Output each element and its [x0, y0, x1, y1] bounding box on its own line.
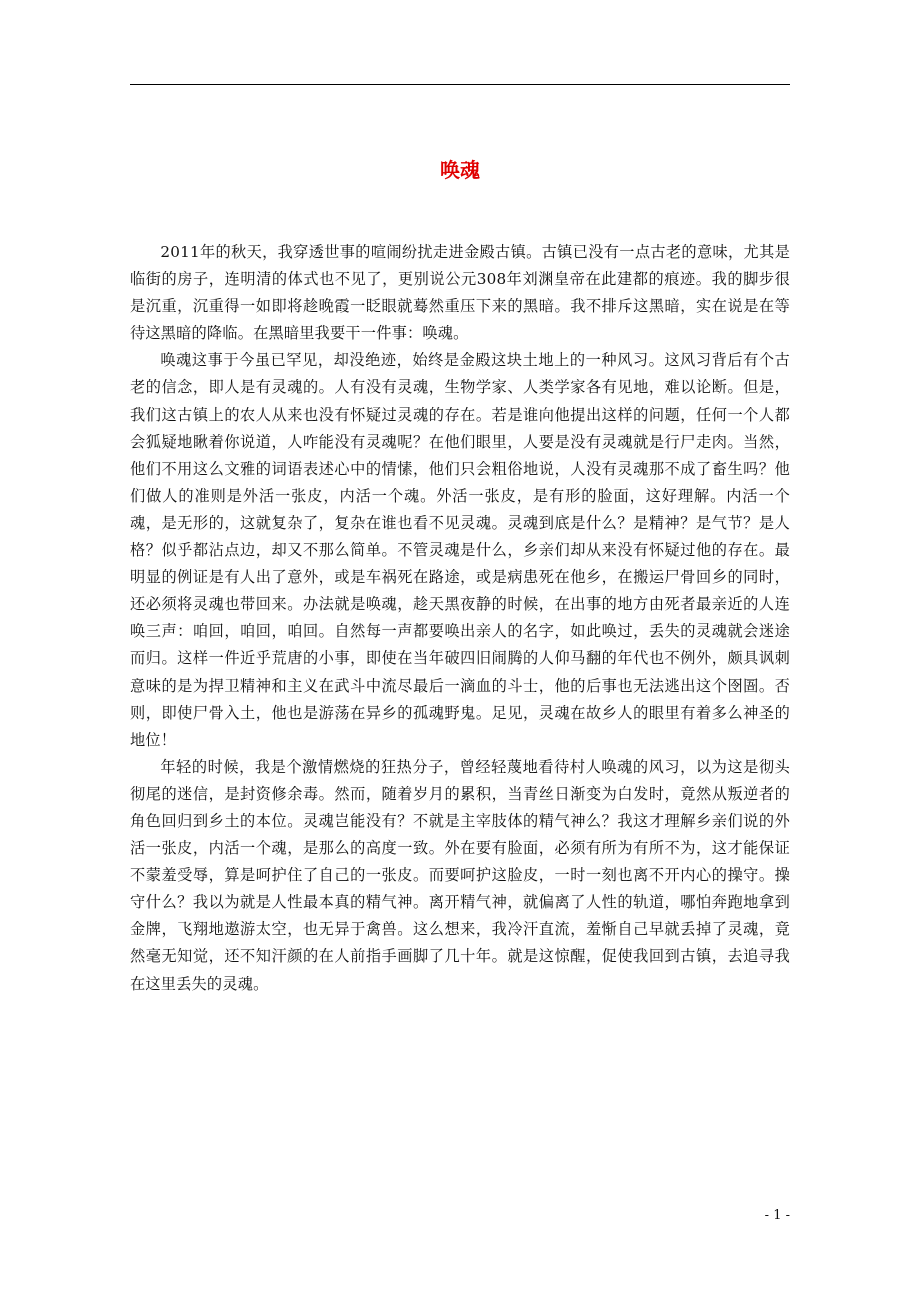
page-title: 唤魂: [440, 158, 480, 182]
paragraph-1: 2011年的秋天，我穿透世事的喧闹纷扰走进金殿古镇。古镇已没有一点古老的意味，尤其是临街的房子，连明清的体式也不见了，更别说公元308年刘渊皇帝在此建都的痕迹。我的脚步很是沉重，沉重得一如即将趁晚霞一眨眼就蓦然重压下来的黑暗。我不排斥这黑暗，实在说是在等待这黑暗的降临。在黑暗里我要干一件事：唤魂。: [130, 243, 790, 343]
body-text: [130, 239, 790, 998]
paragraph-2: 唤魂这事于今虽已罕见，却没绝迹，始终是金殿这块土地上的一种风习。这风习背后有个古老的信念，即人是有灵魂的。人有没有灵魂，生物学家、人类学家各有见地，难以论断。但是，我们这古镇上的农人从来也没有怀疑过灵魂的存在。若是谁向他提出这样的问题，任何一个人都会狐疑地瞅着你说道，人咋能没有灵魂呢？在他们眼里，人要是没有灵魂就是行尸走肉。当然，他们不用这么文雅的词语表述心中的情愫，他们只会粗俗地说，人没有灵魂那不成了畜生吗？他们做人的准则是外活一张皮，内活一个魂。外活一张皮，是有形的脸面，这好理解。内活一个魂，是无形的，这就复杂了，复杂在谁也看不见灵魂。灵魂到底是什么？是精神？是气节？是人格？似乎都沾点边，却又不那么简单。不管灵魂是什么，乡亲们却从来没有怀疑过他的存在。最明显的例证是有人出了意外，或是车祸死在路途，或是病患死在他乡，在搬运尸骨回乡的同时，还必须将灵魂也带回来。办法就是唤魂，趁天黑夜静的时候，在出事的地方由死者最亲近的人连唤三声：咱回，咱回，咱回。自然每一声都要唤出亲人的名字，如此唤过，丢失的灵魂就会迷途而归。这样一件近乎荒唐的小事，即使在当年破四旧闹腾的人仰马翻的年代也不例外，颇具讽刺意味的是为捍卫精神和主义在武斗中流尽最后一滴血的斗士，他的后事也无法逃出这个囹圄。否则，即使尸骨入土，他也是游荡在异乡的孤魂野鬼。足见，灵魂在故乡人的眼里有着多么神圣的地位！: [130, 351, 790, 749]
page-number: - 1 -: [764, 1208, 790, 1223]
header-rule: [130, 84, 790, 85]
paragraph-3: 年轻的时候，我是个激情燃烧的狂热分子，曾经轻蔑地看待村人唤魂的风习，以为这是彻头彻尾的迷信，是封资修余毒。然而，随着岁月的累积，当青丝日渐变为白发时，竟然从叛逆者的角色回归到乡土的本位。灵魂岂能没有？不就是主宰肢体的精气神么？我这才理解乡亲们说的外活一张皮，内活一个魂，是那么的高度一致。外在要有脸面，必须有所为有所不为，这才能保证不蒙羞受辱，算是呵护住了自己的一张皮。而要呵护这脸皮，一时一刻也离不开内心的操守。操守什么？我以为就是人性最本真的精气神。离开精气神，就偏离了人性的轨道，哪怕奔跑地拿到金牌，飞翔地遨游太空，也无异于禽兽。这么想来，我冷汗直流，羞惭自己早就丢掉了灵魂，竟然毫无知觉，还不知汗颜的在人前指手画脚了几十年。就是这惊醒，促使我回到古镇，去追寻我在这里丢失的灵魂。: [130, 757, 790, 993]
